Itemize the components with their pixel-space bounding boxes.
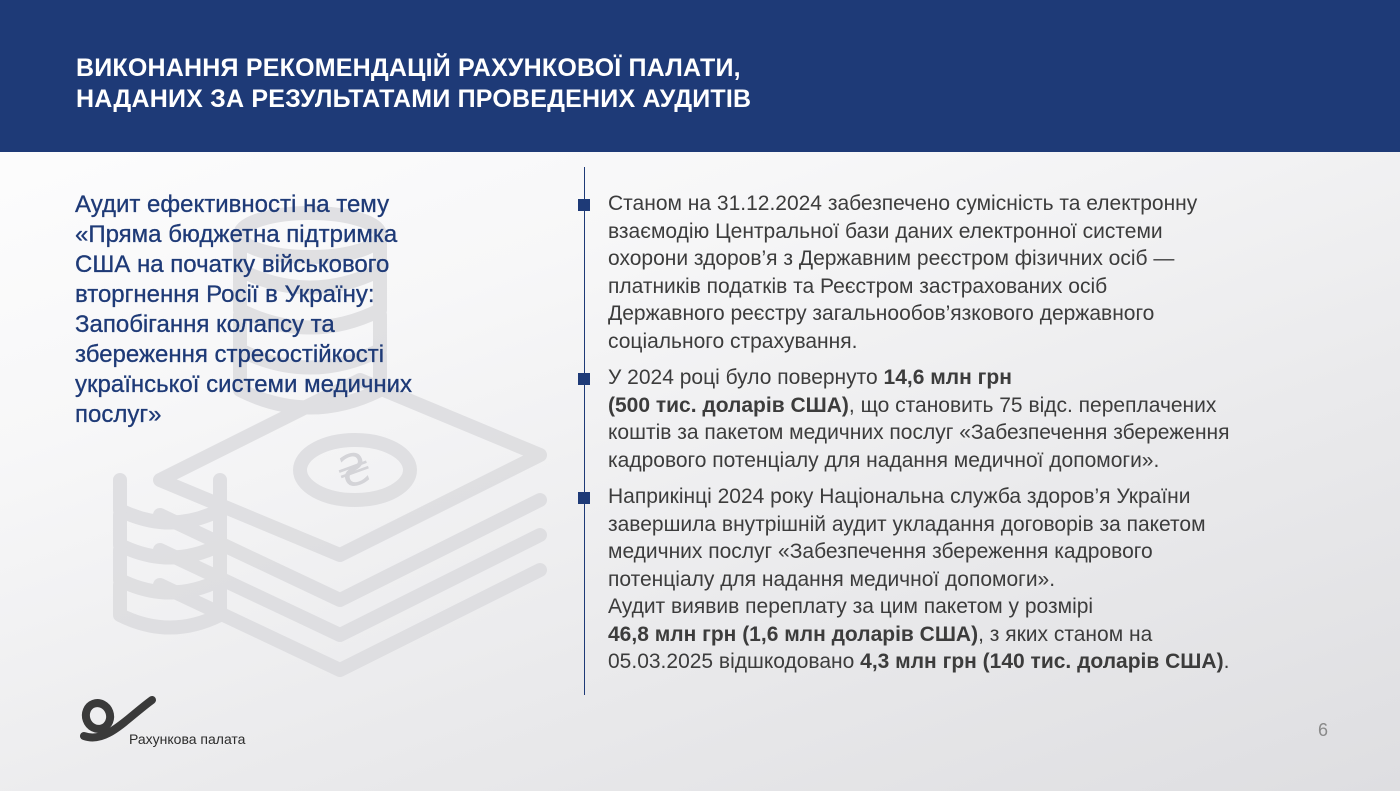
finding-text: взаємодію Центральної бази даних електронної системи: [608, 219, 1163, 243]
audit-topic-line: української системи медичних: [75, 371, 413, 398]
finding-line: [608, 483, 1378, 511]
page-number: 6: [1318, 720, 1329, 740]
finding-highlight: (500 тис. доларів США): [608, 393, 849, 417]
finding-text: потенціалу для надання медичної допомоги».: [608, 567, 1056, 591]
finding-highlight: 4,3 млн грн (140 тис. доларів США): [860, 650, 1224, 673]
logo-text: Рахункова палата: [129, 731, 246, 747]
audit-topic-title: [75, 190, 515, 430]
finding-line: [608, 511, 1378, 539]
audit-topic-line: послуг»: [75, 401, 162, 428]
finding-line: [608, 245, 1378, 273]
finding-line: [608, 190, 1378, 218]
slide-title-line: ВИКОНАННЯ РЕКОМЕНДАЦІЙ РАХУНКОВОЇ ПАЛАТИ,: [76, 54, 741, 82]
finding-text: охорони здоров’я з Державним реєстром фізичних осіб —: [608, 247, 1175, 270]
finding-line: [608, 300, 1378, 328]
finding-text: Державного реєстру загальнообов’язкового державного: [608, 302, 1155, 325]
finding-line: [608, 419, 1378, 447]
finding-line: [608, 566, 1378, 594]
findings-list: [578, 190, 1378, 685]
finding-line: [608, 364, 1378, 392]
audit-topic-line: Запобігання колапсу та: [75, 311, 335, 338]
finding-text: коштів за пакетом медичних послуг «Забезпечення збереження: [608, 421, 1230, 444]
audit-topic-line: Аудит ефективності на тему: [75, 191, 390, 218]
finding-line: [608, 648, 1378, 676]
finding-line: [608, 447, 1378, 475]
audit-topic-line: вторгнення Росії в Україну:: [75, 281, 375, 308]
finding-text: Аудит виявив переплату за цим пакетом у розмірі: [608, 595, 1094, 618]
bullet-square-icon: [578, 373, 590, 385]
finding-text: завершила внутрішній аудит укладання договорів за пакетом: [608, 512, 1206, 536]
finding-text: платників податків та Реєстром застрахованих осіб: [608, 274, 1108, 298]
bullet-square-icon: [578, 492, 590, 504]
audit-topic-line: збереження стресостійкості: [75, 341, 385, 368]
finding-highlight: 14,6 млн грн: [883, 366, 1012, 389]
bullet-square-icon: [578, 199, 590, 211]
finding-item: [578, 483, 1378, 676]
finding-text: Станом на 31.12.2024 забезпечено сумісність та електронну: [608, 192, 1198, 215]
finding-text: , що становить 75 відс. переплачених: [848, 393, 1217, 417]
finding-text: .: [1223, 650, 1230, 673]
slide-title-line: НАДАНИХ ЗА РЕЗУЛЬТАТАМИ ПРОВЕДЕНИХ АУДИТІВ: [76, 85, 752, 113]
finding-highlight: 46,8 млн грн (1,6 млн доларів США): [608, 622, 979, 646]
finding-line: [608, 218, 1378, 246]
slide-title: [76, 53, 751, 115]
finding-item: [578, 364, 1378, 474]
finding-text: кадрового потенціалу для надання медичної допомоги».: [608, 448, 1160, 472]
svg-text:₴: ₴: [329, 441, 379, 501]
finding-line: [608, 392, 1378, 420]
audit-topic-line: США на початку військового: [75, 251, 390, 278]
finding-line: [608, 273, 1378, 301]
audit-topic-line: «Пряма бюджетна підтримка: [75, 221, 398, 248]
finding-line: [608, 593, 1378, 621]
finding-text: медичних послуг «Забезпечення збереження кадрового: [608, 540, 1153, 563]
finding-text: У 2024 році було повернуто: [608, 366, 884, 389]
finding-text: 05.03.2025 відшкодовано: [608, 650, 861, 673]
finding-text: , з яких станом на: [978, 622, 1153, 646]
finding-line: [608, 328, 1378, 356]
finding-text: соціального страхування.: [608, 329, 858, 353]
finding-line: [608, 538, 1378, 566]
finding-line: [608, 621, 1378, 649]
finding-item: [578, 190, 1378, 355]
finding-text: Наприкінці 2024 року Національна служба здоров’я України: [608, 485, 1191, 508]
header-band: [0, 0, 1400, 152]
